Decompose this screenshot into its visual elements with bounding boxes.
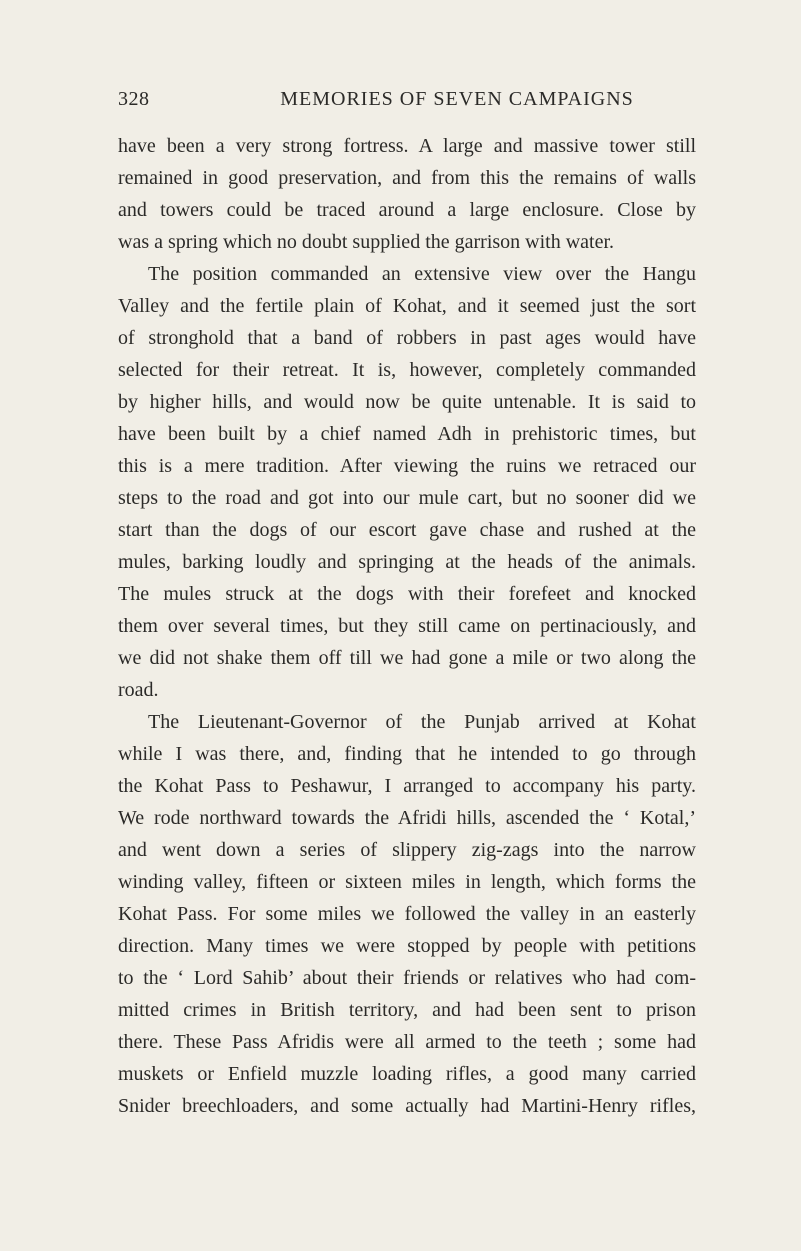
body-text — [118, 130, 696, 1122]
text-line: Kohat Pass. For some miles we followed the valley in an easterly — [118, 903, 696, 925]
text-line: remained in good preservation, and from this the remains of walls — [118, 167, 696, 189]
text-line: and went down a series of slippery zig-zags into the narrow — [118, 839, 696, 861]
text-line: mules, barking loudly and springing at the heads of the animals. — [118, 551, 696, 573]
page-header — [118, 88, 696, 118]
text-line: The Lieutenant-Governor of the Punjab arrived at Kohat — [148, 711, 696, 733]
text-line: winding valley, fifteen or sixteen miles in length, which forms the — [118, 871, 696, 893]
text-line: The mules struck at the dogs with their forefeet and knocked — [118, 583, 696, 605]
page-number: 328 — [118, 88, 150, 110]
text-line: have been built by a chief named Adh in prehistoric times, but — [118, 423, 696, 445]
text-line: steps to the road and got into our mule cart, but no sooner did we — [118, 487, 696, 509]
text-line: Snider breechloaders, and some actually had Martini-Henry rifles, — [118, 1095, 696, 1117]
text-line: Valley and the fertile plain of Kohat, and it seemed just the sort — [118, 295, 696, 317]
text-line: this is a mere tradition. After viewing the ruins we retraced our — [118, 455, 696, 477]
running-title: MEMORIES OF SEVEN CAMPAIGNS — [280, 88, 634, 110]
text-line: was a spring which no doubt supplied the garrison with water. — [118, 231, 615, 253]
text-line: selected for their retreat. It is, however, completely commanded — [118, 359, 696, 381]
text-line: them over several times, but they still came on pertinaciously, and — [118, 615, 696, 637]
text-line: have been a very strong fortress. A large and massive tower still — [118, 135, 696, 157]
text-line: by higher hills, and would now be quite untenable. It is said to — [118, 391, 696, 413]
text-line: The position commanded an extensive view over the Hangu — [148, 263, 696, 285]
text-line: while I was there, and, finding that he intended to go through — [118, 743, 696, 765]
text-line: of stronghold that a band of robbers in past ages would have — [118, 327, 696, 349]
text-line: road. — [118, 679, 159, 701]
text-line: there. These Pass Afridis were all armed to the teeth ; some had — [118, 1031, 696, 1053]
text-line: direction. Many times we were stopped by people with petitions — [118, 935, 696, 957]
text-line: and towers could be traced around a large enclosure. Close by — [118, 199, 696, 221]
text-line: we did not shake them off till we had gone a mile or two along the — [118, 647, 696, 669]
text-line: muskets or Enfield muzzle loading rifles, a good many carried — [118, 1063, 696, 1085]
text-line: mitted crimes in British territory, and had been sent to prison — [118, 999, 696, 1021]
text-line: We rode northward towards the Afridi hills, ascended the ‘ Kotal,’ — [118, 807, 696, 829]
text-line: the Kohat Pass to Peshawur, I arranged to accompany his party. — [118, 775, 696, 797]
text-line: start than the dogs of our escort gave chase and rushed at the — [118, 519, 696, 541]
text-line: to the ‘ Lord Sahib’ about their friends or relatives who had com- — [118, 967, 696, 989]
